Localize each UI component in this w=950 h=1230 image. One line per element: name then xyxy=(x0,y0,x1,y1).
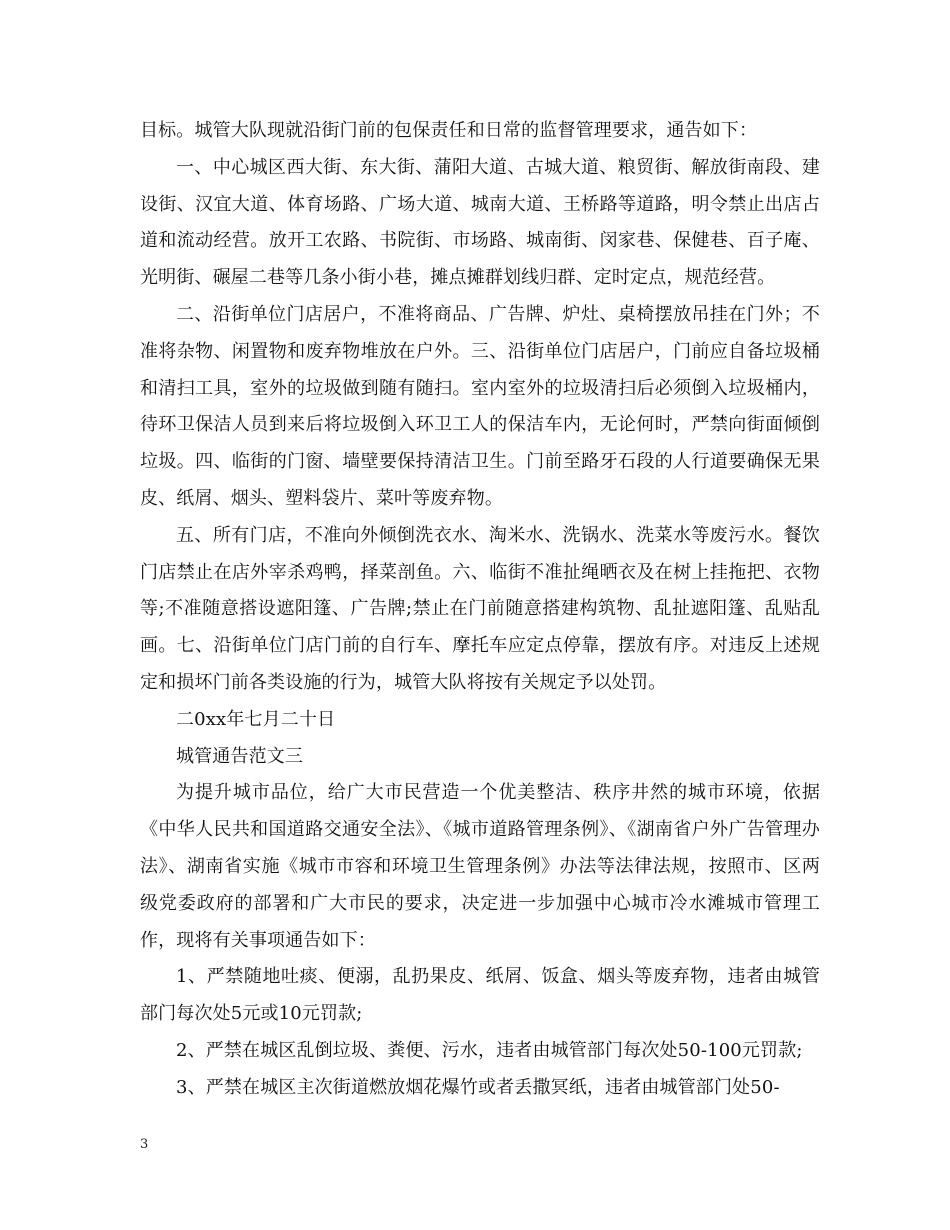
section-heading: 城管通告范文三 xyxy=(176,745,304,767)
date-line: 二0xx年七月二十日 xyxy=(176,708,336,730)
document-body xyxy=(140,113,820,1107)
paragraph-items-two-to-four: 二、沿街单位门店居户，不准将商品、广告牌、炉灶、桌椅摆放吊挂在门外；不准将杂物、闲置物和废弃物堆放在户外。三、沿街单位门店居户，门前应自备垃圾桶和清扫工具，室外的垃圾做到随有随扫。室内室外的垃圾清扫后必须倒入垃圾桶内，待环卫保洁人员到来后将垃圾倒入环卫工人的保洁车内，无论何时，严禁向街面倾倒垃圾。四、临街的门窗、墙壁要保持清洁卫生。门前至路牙石段的人行道要确保无果皮、纸屑、烟头、塑料袋片、菜叶等废弃物。 xyxy=(140,303,820,509)
paragraph-rule-three: 3、严禁在城区主次街道燃放烟花爆竹或者丢撒冥纸，违者由城管部门处50- xyxy=(176,1076,780,1098)
paragraph-rule-one: 1、严禁随地吐痰、便溺，乱扔果皮、纸屑、饭盒、烟头等废弃物，违者由城管部门每次处5元或10元罚款; xyxy=(140,966,820,1025)
paragraph-intro-continuation: 目标。城管大队现就沿街门前的包保责任和日常的监督管理要求，通告如下： xyxy=(140,120,758,141)
page-number: 3 xyxy=(140,1137,149,1152)
paragraph-item-one: 一、中心城区西大街、东大街、蒲阳大道、古城大道、粮贸街、解放街南段、建设街、汉宜大道、体育场路、广场大道、城南大道、王桥路等道路，明令禁止出店占道和流动经营。放开工农路、书院街、市场路、城南街、闵家巷、保健巷、百子庵、光明街、碾屋二巷等几条小街小巷，摊点摊群划线归群、定时定点，规范经营。 xyxy=(140,156,820,289)
paragraph-rule-two: 2、严禁在城区乱倒垃圾、粪便、污水，违者由城管部门每次处50-100元罚款; xyxy=(176,1039,803,1061)
paragraph-notice-intro: 为提升城市品位，给广大市民营造一个优美整洁、秩序井然的城市环境，依据《中华人民共和国道路交通安全法》、《城市道路管理条例》、《湖南省户外广告管理办法》、湖南省实施《城市市容和环境卫生管理条例》办法等法律法规，按照市、区两级党委政府的部署和广大市民的要求，决定进一步加强中心城市冷水滩城市管理工作，现将有关事项通告如下： xyxy=(140,782,820,951)
paragraph-items-five-to-seven: 五、所有门店，不准向外倾倒洗衣水、淘米水、洗锅水、洗菜水等废污水。餐饮门店禁止在店外宰杀鸡鸭，择菜剖鱼。六、临街不准扯绳晒衣及在树上挂拖把、衣物等;不准随意搭设遮阳篷、广告牌;禁止在门前随意搭建构筑物、乱扯遮阳篷、乱贴乱画。七、沿街单位门店门前的自行车、摩托车应定点停靠，摆放有序。对违反上述规定和损坏门前各类设施的行为，城管大队将按有关规定予以处罚。 xyxy=(140,524,820,693)
